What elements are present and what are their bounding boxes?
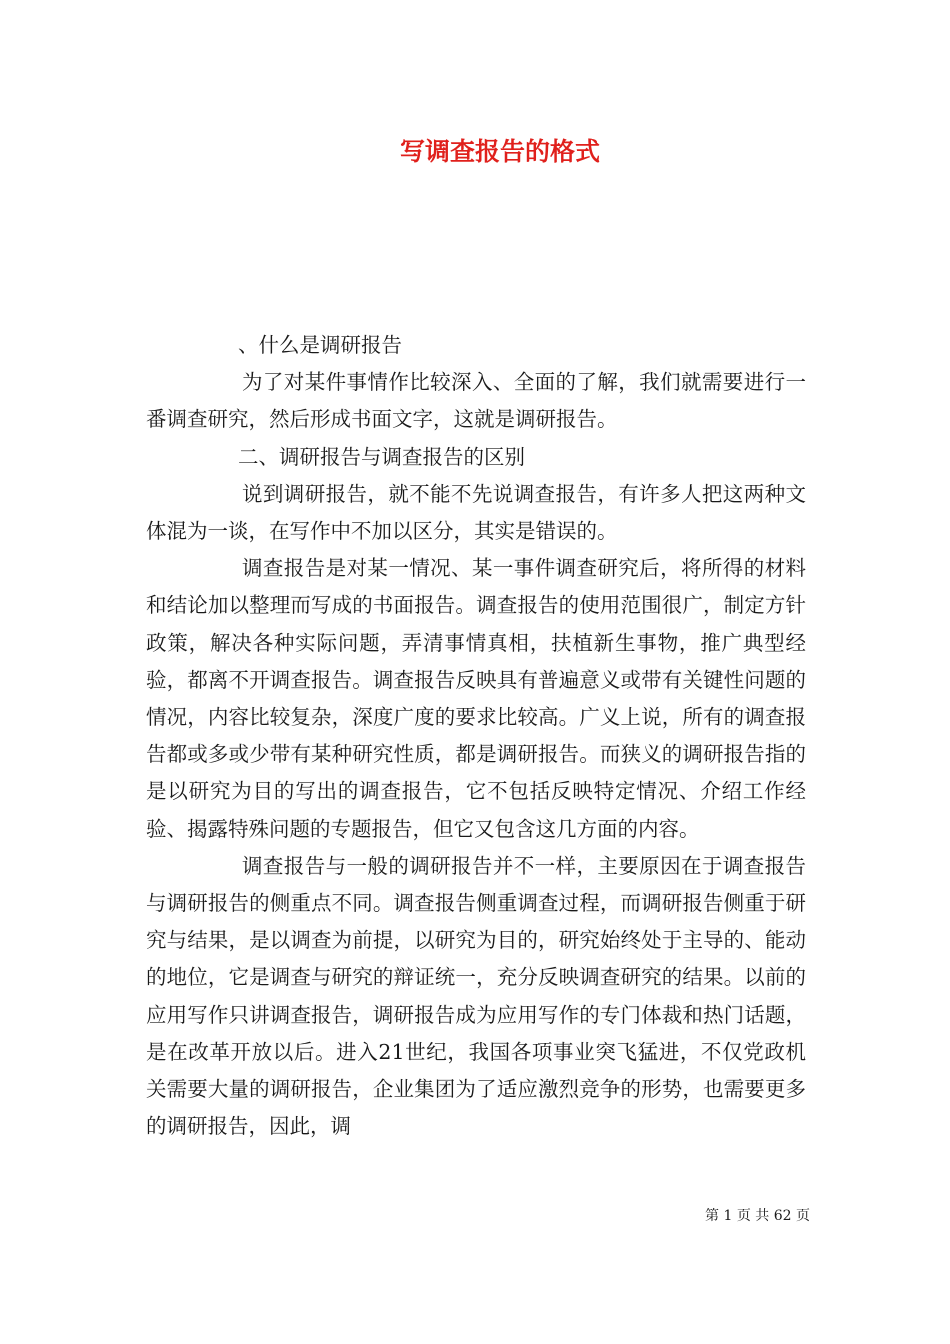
section-heading-2: 二、调研报告与调查报告的区别 — [238, 444, 525, 469]
document-body — [146, 327, 806, 1145]
page-number-footer: 第 1 页 共 62 页 — [705, 1208, 810, 1224]
document-title: 写调查报告的格式 — [400, 137, 601, 166]
paragraph-4: 调查报告与一般的调研报告并不一样，主要原因在于调查报告与调研报告的侧重点不同。调查报告侧重调查过程，而调研报告侧重于研究与结果，是以调查为前提，以研究为目的，研究始终处于主导的、能动的地位，它是调查与研究的辩证统一，充分反映调查研究的结果。以前的应用写作只讲调查报告，调研报告成为应用写作的专门体裁和热门话题，是在改革开放以后。进入21世纪，我国各项事业突飞猛进，不仅党政机关需要大量的调研报告，企业集团为了适应激烈竞争的形势，也需要更多的调研报告，因此，调 — [146, 853, 806, 1139]
paragraph-3: 调查报告是对某一情况、某一事件调查研究后，将所得的材料和结论加以整理而写成的书面报告。调查报告的使用范围很广，制定方针政策，解决各种实际问题，弄清事情真相，扶植新生事物，推广典型经验，都离不开调查报告。调查报告反映具有普遍意义或带有关键性问题的情况，内容比较复杂，深度广度的要求比较高。广义上说，所有的调查报告都或多或少带有某种研究性质，都是调研报告。而狭义的调研报告指的是以研究为目的写出的调查报告，它不包括反映特定情况、介绍工作经验、揭露特殊问题的专题报告，但它又包含这几方面的内容。 — [146, 556, 806, 841]
paragraph-2: 说到调研报告，就不能不先说调查报告，有许多人把这两种文体混为一谈，在写作中不加以区分，其实是错误的。 — [146, 481, 806, 544]
section-heading-1: 、什么是调研报告 — [238, 333, 402, 357]
paragraph-1: 为了对某件事情作比较深入、全面的了解，我们就需要进行一番调查研究，然后形成书面文字，这就是调研报告。 — [146, 370, 806, 432]
